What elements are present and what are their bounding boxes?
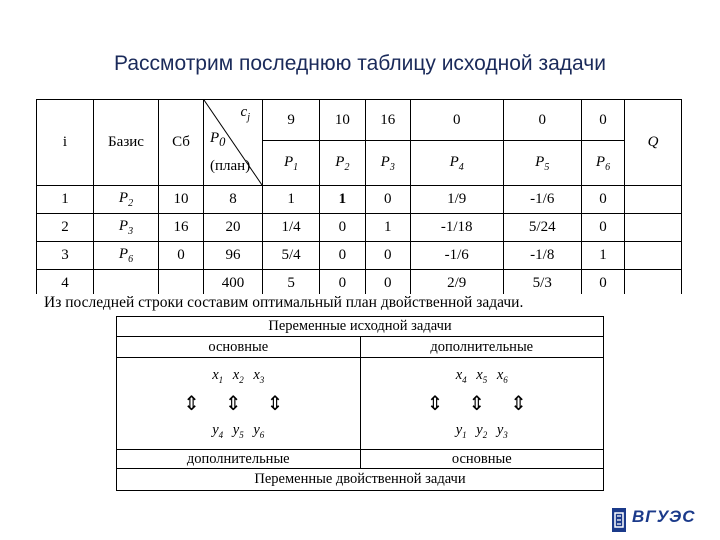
- variable: $y_3$: [496, 422, 508, 440]
- row-cb: 16: [159, 214, 204, 242]
- col-q-header: Q: [625, 100, 682, 186]
- row-value: -1/8: [503, 242, 581, 270]
- row-value: 5/4: [263, 242, 320, 270]
- row-value: 0: [365, 186, 410, 214]
- left-y-vars: [117, 422, 360, 440]
- row-index: 3: [37, 242, 94, 270]
- row-index: 2: [37, 214, 94, 242]
- dual-left-vars: [117, 358, 361, 450]
- row-basis: $P_3$: [94, 214, 159, 242]
- row-index: 4: [37, 270, 94, 298]
- cj-label: $c_j$: [240, 104, 250, 123]
- row-value: 2/9: [410, 270, 503, 298]
- vector-header: $P_3$: [365, 141, 410, 186]
- vector-header: $P_1$: [263, 141, 320, 186]
- p0-label: $P_0$: [210, 130, 226, 149]
- row-value: 1: [263, 186, 320, 214]
- row-value: 0: [365, 270, 410, 298]
- cost-cell: 0: [581, 100, 624, 141]
- row-value: 0: [320, 214, 365, 242]
- vector-header: $P_4$: [410, 141, 503, 186]
- cost-cell: 0: [503, 100, 581, 141]
- row-value: 0: [581, 186, 624, 214]
- row-cb: 0: [159, 242, 204, 270]
- row-value: -1/18: [410, 214, 503, 242]
- variable: $x_4$: [455, 367, 467, 385]
- dual-subhead-row: [117, 337, 604, 358]
- row-value: 1: [581, 242, 624, 270]
- row-value: 5/3: [503, 270, 581, 298]
- cost-cell: 0: [410, 100, 503, 141]
- duality-table: [116, 316, 604, 491]
- col-i-header: i: [37, 100, 94, 186]
- col-basis-header: Базис: [94, 100, 159, 186]
- table-row: [37, 186, 682, 214]
- row-value: 0: [581, 270, 624, 298]
- vector-header: $P_2$: [320, 141, 365, 186]
- dual-right-vars: [360, 358, 604, 450]
- row-value: 0: [365, 242, 410, 270]
- dual-footer-row: [117, 469, 604, 491]
- simplex-header-row-1: [37, 100, 682, 141]
- row-q: [625, 186, 682, 214]
- variable: $y_6$: [253, 422, 265, 440]
- variable: $y_1$: [455, 422, 467, 440]
- row-value: 1/9: [410, 186, 503, 214]
- left-arrows: ⇕ ⇕ ⇕: [183, 393, 294, 415]
- row-q: [625, 214, 682, 242]
- variable: $y_4$: [212, 422, 224, 440]
- row-index: 1: [37, 186, 94, 214]
- variable: $x_3$: [253, 367, 265, 385]
- table-row: [37, 214, 682, 242]
- row-basis: $P_6$: [94, 242, 159, 270]
- row-value: 0: [320, 270, 365, 298]
- row-q: [625, 242, 682, 270]
- variable: $x_1$: [212, 367, 224, 385]
- slide-title: Рассмотрим последнюю таблицу исходной задачи: [114, 52, 606, 75]
- corner-cell: [204, 100, 263, 186]
- row-plan: 400: [204, 270, 263, 298]
- dual-right-head: дополнительные: [360, 337, 604, 358]
- row-plan: 20: [204, 214, 263, 242]
- row-value: -1/6: [410, 242, 503, 270]
- row-value: 1/4: [263, 214, 320, 242]
- row-value: 0: [320, 242, 365, 270]
- dual-foot-row: [117, 450, 604, 469]
- vector-header: $P_6$: [581, 141, 624, 186]
- logo-text: ВГУЭС: [632, 507, 696, 526]
- dual-vars-row: [117, 358, 604, 450]
- row-value: -1/6: [503, 186, 581, 214]
- col-cb-header: Сб: [159, 100, 204, 186]
- vector-header: $P_5$: [503, 141, 581, 186]
- variable: $x_5$: [476, 367, 488, 385]
- variable: $y_2$: [476, 422, 488, 440]
- cost-cell: 16: [365, 100, 410, 141]
- row-basis: $P_2$: [94, 186, 159, 214]
- right-arrows: ⇕ ⇕ ⇕: [426, 393, 537, 415]
- simplex-table: [36, 99, 682, 298]
- variable: $y_5$: [232, 422, 244, 440]
- row-value: 1: [320, 186, 365, 214]
- row-value: 0: [581, 214, 624, 242]
- note-text: Из последней строки составим оптимальный план двойственной задачи.: [44, 294, 524, 311]
- cost-cell: 9: [263, 100, 320, 141]
- table-row: [37, 242, 682, 270]
- dual-left-foot: дополнительные: [117, 450, 361, 469]
- row-value: 5/24: [503, 214, 581, 242]
- right-y-vars: [361, 422, 604, 440]
- cost-cell: 10: [320, 100, 365, 141]
- dual-header: Переменные исходной задачи: [117, 317, 604, 337]
- row-plan: 8: [204, 186, 263, 214]
- row-value: 1: [365, 214, 410, 242]
- right-x-vars: [361, 367, 604, 385]
- variable: $x_2$: [232, 367, 244, 385]
- dual-right-foot: основные: [360, 450, 604, 469]
- row-value: 5: [263, 270, 320, 298]
- dual-footer: Переменные двойственной задачи: [117, 469, 604, 491]
- plan-label: (план): [210, 158, 251, 174]
- dual-left-head: основные: [117, 337, 361, 358]
- simplex-body: [37, 186, 682, 298]
- row-cb: 10: [159, 186, 204, 214]
- variable: $x_6$: [496, 367, 508, 385]
- row-plan: 96: [204, 242, 263, 270]
- dual-header-row: [117, 317, 604, 337]
- left-x-vars: [117, 367, 360, 385]
